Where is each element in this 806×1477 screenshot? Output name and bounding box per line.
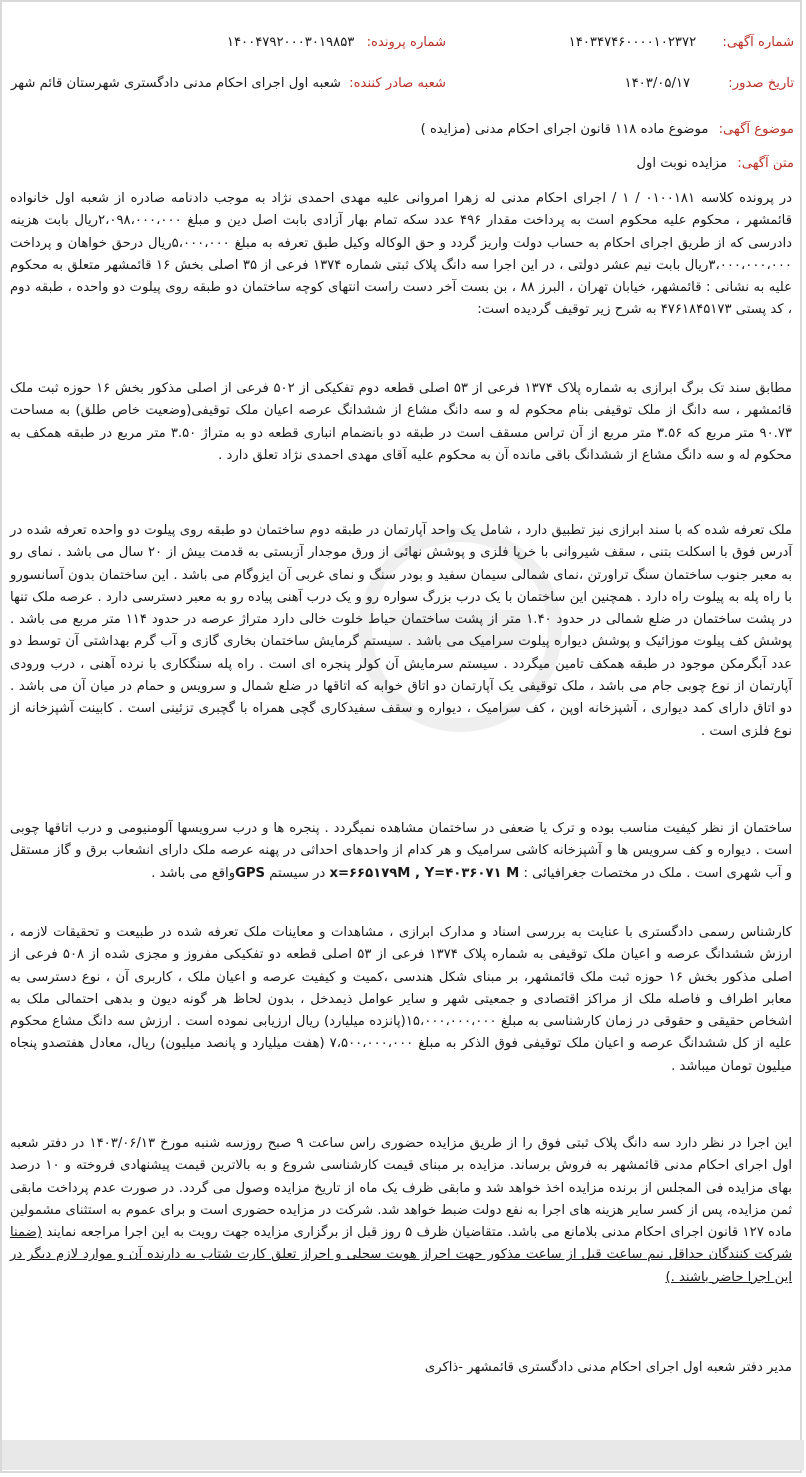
bottom-bar (2, 1440, 804, 1470)
auction-terms-text: این اجرا در نظر دارد سه دانگ پلاک ثبتی فوق را از طریق مزایده حضوری راس ساعت ۹ صبح روزسه شنبه مورخ ۱۴۰۳/۰۶/۱۳ در دفتر شعبه اول اجرای احکام مدنی قائمشهر به فروش برساند. مزایده بر مبنای قیمت کارشناسی شروع و به بالاترین قیمت پیشنهادی فروخته و ۱۰ درصد بهای مزایده فی المجلس از برنده مزایده اخذ خواهد شد و مابقی ظرف یک ماه از تاریخ مزایده وصول می گردد. در صورت عدم پرداخت مابقی ثمن مزایده، پس از کسر سایر هزینه های اجرا به نفع دولت ضبط خواهد شد. شرکت در مزایده حضوری است و برای عموم به استثنای مشمولین ماده ۱۲۷ قانون اجرای احکام مدنی بلامانع می باشد. متقاضیان ظرف ۵ روز قبل از برگزاری مزایده جهت رویت به این اجرا مراجعه نمایند (10, 1136, 792, 1241)
announcement-page (4, 0, 802, 1470)
attendance-note: (ضمنا شرکت کنندگان حداقل نیم ساعت قبل از ساعت مذکور جهت احراز هویت سجلی و احراز تعلق کارت شتاب به دارنده آن و موارد لازم دیگر در این اجرا حاضر باشند .) (10, 1225, 792, 1285)
issue-date-label: تاریخ صدور: (728, 76, 794, 91)
issuer (11, 75, 446, 93)
issuer-value: شعبه اول اجرای احکام مدنی دادگستری شهرستان قائم شهر (11, 76, 341, 91)
gps-label: GPS (235, 865, 266, 881)
issue-date (625, 75, 795, 93)
ad-number-value: ۱۴۰۳۴۷۴۶۰۰۰۰۱۰۲۳۷۲ (568, 35, 697, 50)
paragraph-auction-terms (10, 1133, 792, 1289)
ad-number (569, 34, 794, 52)
ad-number-label: شماره آگهی: (722, 35, 794, 50)
signature: مدیر دفتر شعبه اول اجرای احکام مدنی دادگستری قائمشهر -ذاکری (424, 1360, 792, 1375)
coordinate-system-text: در سیستم (269, 865, 326, 881)
paragraph-appraisal: کارشناس رسمی دادگستری با عنایت به بررسی اسناد و مدارک ابرازی ، مشاهدات و معاینات ملک تعرفه شده در طبیعت و تحقیقات لازمه ، ارزش ششدانگ عرصه و اعیان ملک توقیفی به شماره پلاک ۱۳۷۴ فرعی از ۵۳ اصلی قطعه دو تفکیکی مفروز و مجزی شده از ۵۰۸ فرعی از اصلی مذکور بخش ۱۶ حوزه ثبت ملک قائمشهر، بر مبنای شکل هندسی ،کمیت و کیفیت عرصه و اعیان ملک ، کاربری آن ، نوع دسترسی به معابر اطراف و فاصله ملک از مراکز اقتصادی و جمعیتی شهر و سایر عوامل ذیمدخل ، بدون لحاظ هر گونه دیون و بدهی احتمالی ملک به اشخاص حقیقی و حقوقی در زمان کارشناسی به مبلغ ۱۵،۰۰۰،۰۰۰،۰۰۰(پانزده میلیارد) ریال ارزیابی نموده است . ارزش سه دانگ مشاع محکوم علیه از کل ششدانگ عرصه و اعیان ملک توقیفی فوق الذکر به مبلغ ۷،۵۰۰،۰۰۰،۰۰۰ (هفت میلیارد و پانصد میلیون) ریال، معادل هفتصدو پنجاه میلیون تومان میباشد . (10, 925, 793, 1074)
issue-date-value: ۱۴۰۳/۰۵/۱۷ (624, 76, 691, 91)
location-suffix: واقع می باشد . (151, 865, 236, 881)
case-number (227, 34, 446, 52)
text-label: متن آگهی: (737, 156, 794, 171)
paragraph-case-details: در پرونده کلاسه ۰۱۰۰۱۸۱ / ۱ / اجرای احکام مدنی له زهرا امروانی علیه مهدی احمدی نژاد به موجب دادنامه صادره از شعبه اول خانواده قائمشهر ، محکوم علیه محکوم است به پرداخت مقدار ۴۹۶ عدد سکه تمام بهار آزادی بابت اصل دین و مبلغ ۲،۰۹۸،۰۰۰،۰۰۰ریال بابت هزینه دادرسی که از طریق اجرای احکام به حساب دولت واریز گردد و حق الوکاله وکیل طبق تعرفه به مبلغ ۵،۰۰۰،۰۰۰ریال درحق خواهان و پرداخت ۳،۰۰۰،۰۰۰،۰۰۰ریال بابت نیم عشر دولتی ، در این اجرا سه دانگ پلاک ثبتی شماره ۱۳۷۴ فرعی از ۳۵ اصلی بخش ۱۶ قائمشهر متعلق به محکوم علیه به نشانی : قائمشهر، خیابان تهران ، البرز ۸۸ ، بن بست آخر دست راست انتهای کوچه ساختمان دو طبقه روی پیلوت دو واحده ، طبقه دوم ، کد پستی ۴۷۶۱۸۴۵۱۷۳ به شرح زیر توقیف گردیده است: (10, 191, 793, 318)
subject-label: موضوع آگهی: (718, 122, 794, 137)
building-quality-text: ساختمان از نظر کیفیت مناسب بوده و ترک یا ضعفی در ساختمان مشاهده نمیگردد . پنجره ها و درب سرویسها آلومنیومی و درب اتاقها چوبی است . دیواره و کف سرویس ها و آشپزخانه کاشی سرامیک و هر کدام از واحدهای احداثی در پهنه عرصه ملک دارای انشعاب برق و گاز مستقل و آب شهری است . ملک در مختصات جغرافیائی : (10, 821, 792, 881)
paragraph-building-quality (10, 818, 792, 885)
paragraph-property-description: ملک تعرفه شده که با سند ابرازی نیز تطبیق دارد ، شامل یک واحد آپارتمان در طبقه دوم ساختمان دو طبقه روی پیلوت دو واحده تعرفه شده در آدرس فوق با اسکلت بتنی ، سقف شیروانی با خرپا فلزی و پوشش نهائی از ورق موجدار آزبستی به قدمت بیش از ۲۰ سال می باشد . نمای رو به معبر جنوب ساختمان سنگ تراورتن ،نمای شمالی سیمان سفید و بودر سنگ و نمای غربی آن ایزوگام می باشد . این ساختمان بدون آسانسورو با راه پله به پیلوت راه دارد . همچنین این ساختمان با یک درب بزرگ سواره رو و یک درب آهنی پیاده رو به معبر دسترسی دارد . عرصه ملک تنها در پشت ساختمان در ضلع شمالی در حدود ۱.۴۰ متر از پشت ساختمان حیاط خلوت خالی دارد متراژ عرصه در حدود ۱۱۴ متر مربع می باشد . پوشش کف پیلوت موزائیک و پوشش دیواره پیلوت سرامیک می باشد . سیستم گرمایش ساختمان بخاری گازی و آب گرم بهداشتی آن توسط دو عدد آبگرمکن موجود در طبقه همکف تامین میگردد . سیستم سرمایش آن کولر پنجره ای است . راه پله سنگکاری با نرده آهنی ، درب ورودی آپارتمان از نوع چوبی جام می باشد ، ملک توقیفی یک آپارتمان دو اتاق خوابه که اتاقها در ضلع شمال و سرویس و حمام در میان آن می باشد . دو اتاق دارای کمد دیواری ، آشپزخانه اوپن ، کف سرامیک ، دیواره و سقف سفیدکاری گچی همراه با گچبری تزئینی است . کابینت آشپزخانه از نوع فلزی است . (10, 523, 792, 739)
subject-value: موضوع ماده ۱۱۸ قانون اجرای احکام مدنی (مزایده ) (420, 122, 709, 137)
issuer-label: شعبه صادر کننده: (349, 76, 446, 91)
subject (421, 121, 794, 139)
text-title (636, 155, 794, 173)
case-number-label: شماره پرونده: (366, 35, 446, 50)
case-number-value: ۱۴۰۰۴۷۹۲۰۰۰۳۰۱۹۸۵۳ (226, 35, 355, 50)
coordinates: x=۶۶۵۱۷۹M , Y=۴۰۳۶۰۷۱ M (329, 865, 520, 881)
paragraph-deed-details: مطابق سند تک برگ ابرازی به شماره پلاک ۱۳۷۴ فرعی از ۵۳ اصلی قطعه دوم تفکیکی از ۵۰۲ فرعی از اصلی مذکور بخش ۱۶ حوزه ثبت ملک قائمشهر ، سه دانگ از ملک توقیفی بنام محکوم له و سه دانگ مشاع از ششدانگ عرصه اعیان ملک توقیفی(وضعیت خاص طلق) به مساحت ۹۰.۷۳ متر مربع که ۳.۵۶ متر مربع از آن تراس مسقف است در طبقه دو بانضمام انباری قطعه دو به متراژ ۳.۵۰ متر مربع در طبقه همکف به محکوم له و سه دانگ مشاع از ششدانگ باقی مانده آن به محکوم علیه آقای مهدی احمدی نژاد تعلق دارد . (10, 381, 793, 463)
text-title-value: مزایده نوبت اول (636, 156, 728, 171)
